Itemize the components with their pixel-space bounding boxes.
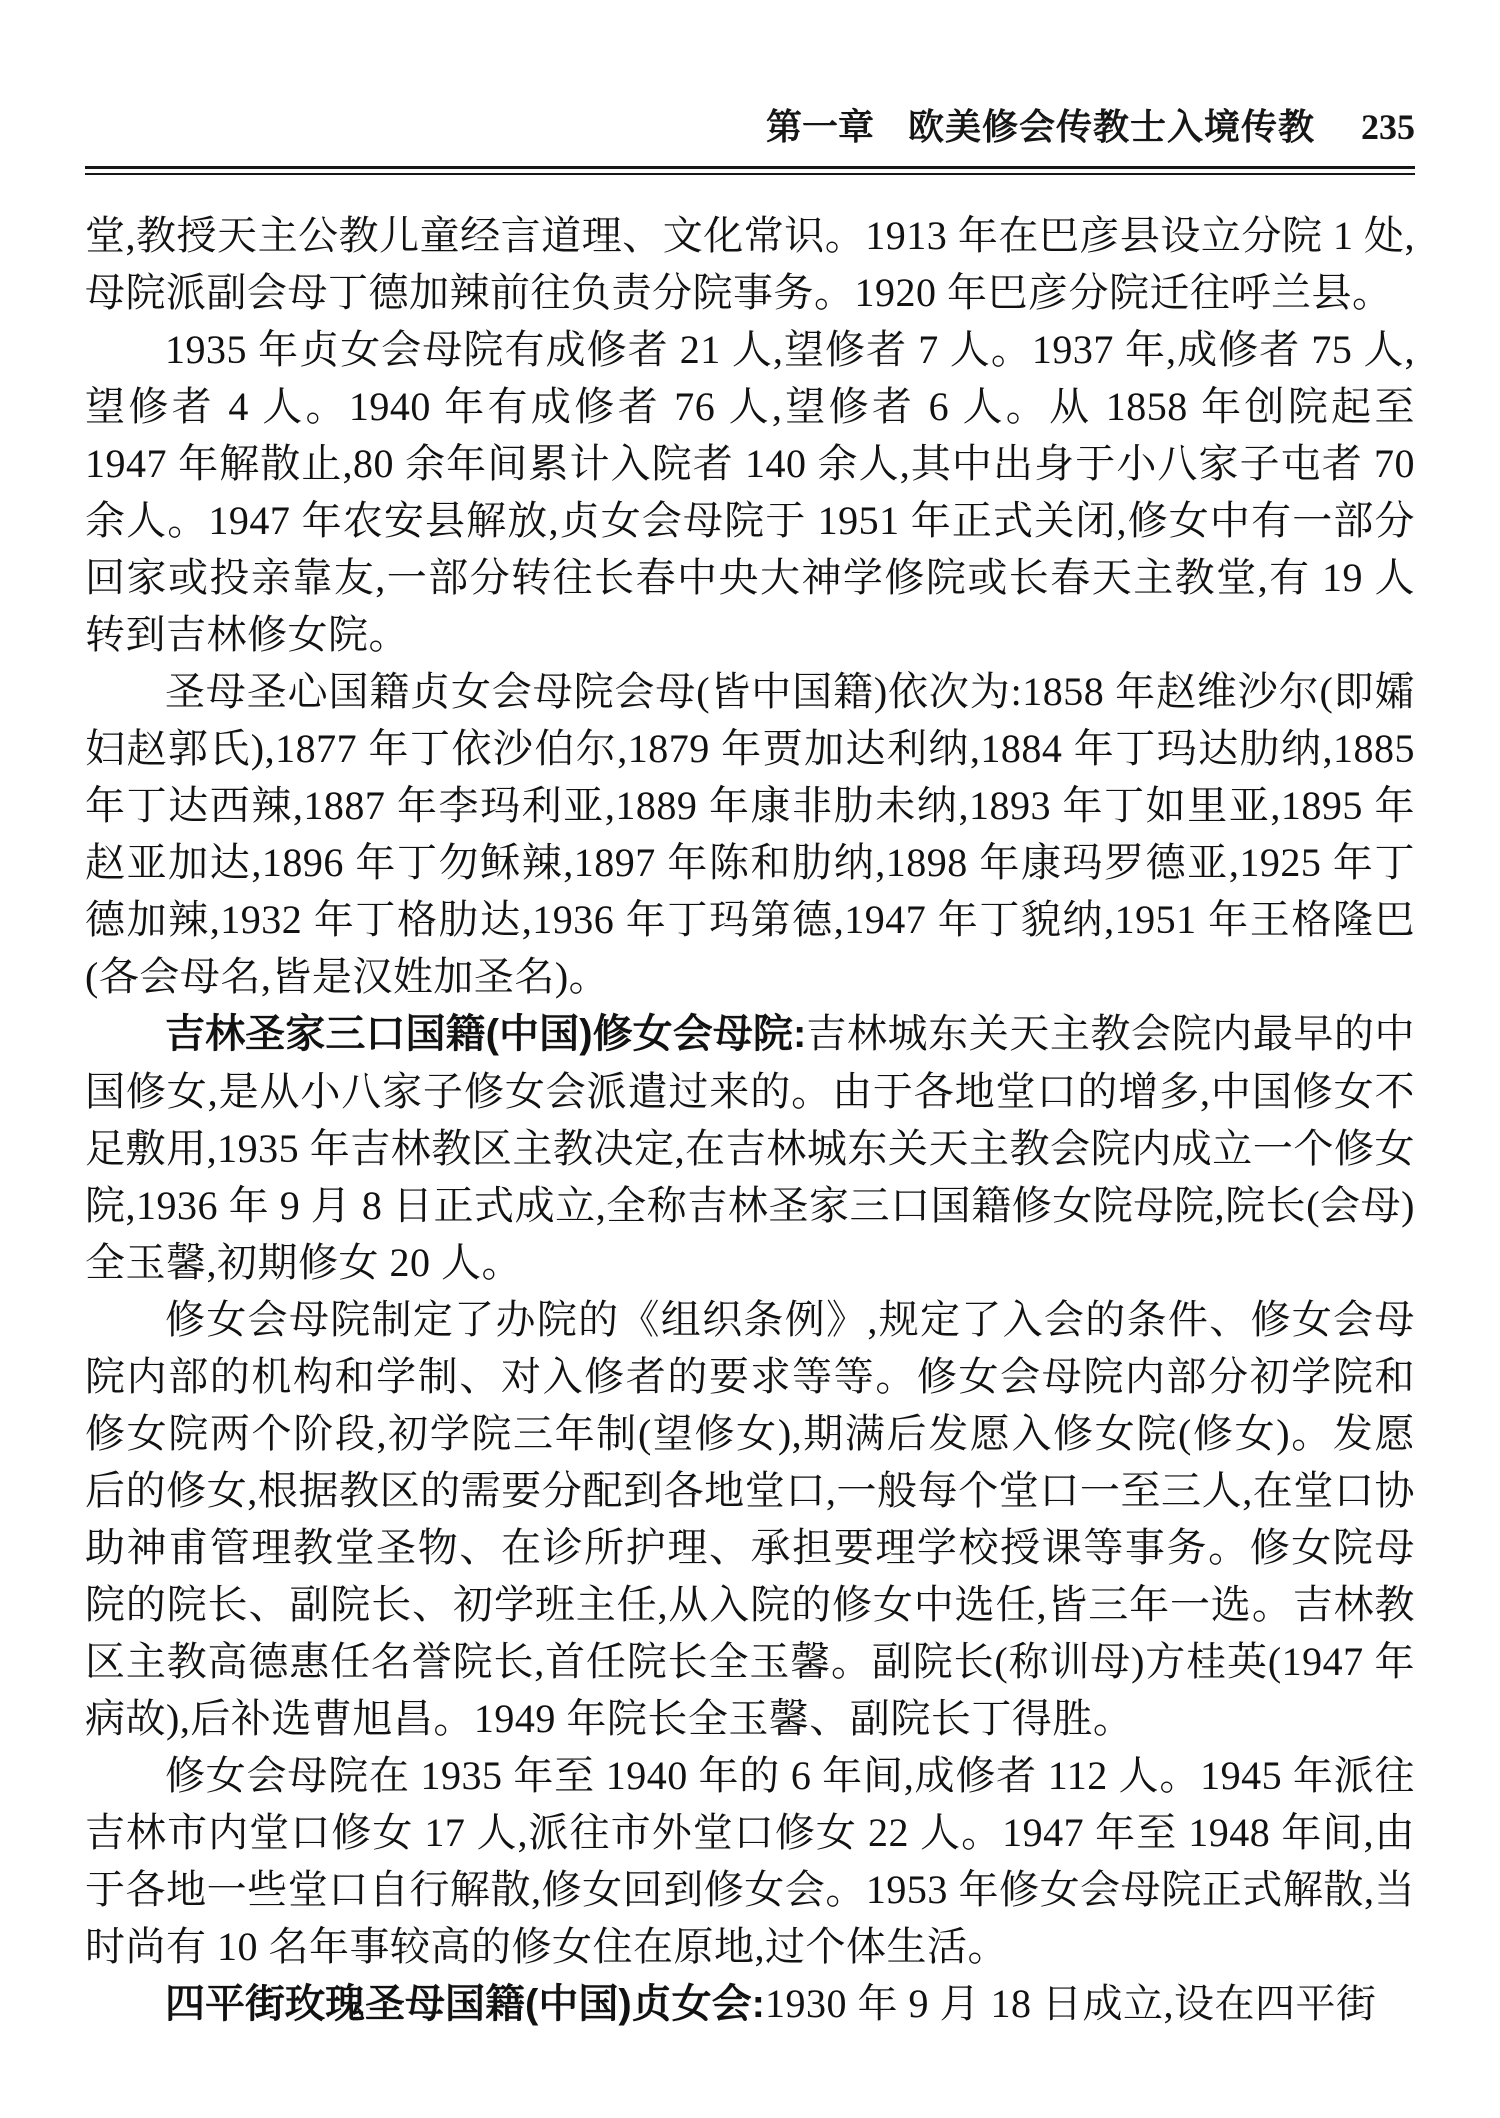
paragraph-heading: 四平街玫瑰圣母国籍(中国)贞女会: [165,1982,765,2026]
body-paragraph [85,1975,1415,2033]
paragraph-text: 堂,教授天主公教儿童经言道理、文化常识。1913 年在巴彦县设立分院 1 处,母院派副会母丁德加辣前往负责分院事务。1920 年巴彦分院迁往呼兰县。 [85,213,1415,315]
page-header [85,106,1415,148]
paragraph-text: 1930 年 9 月 18 日成立,设在四平街 [764,1981,1377,2026]
body-paragraph [85,321,1415,663]
body-text [85,207,1415,2033]
paragraph-text: 1935 年贞女会母院有成修者 21 人,望修者 7 人。1937 年,成修者 75 人,望修者 4 人。1940 年有成修者 76 人,望修者 6 人。从 1858 年创院起至 1947 年解散止,80 余年间累计入院者 140 余人,其中出身于小八家子屯者 70 余人。1947 年农安县解放,贞女会母院于 1951 年正式关闭,修女中有一部分回家或投亲靠友,一部分转往长春中央大神学修院或长春天主教堂,有 19 人转到吉林修女院。 [85,327,1415,657]
paragraph-text: 修女会母院在 1935 年至 1940 年的 6 年间,成修者 112 人。1945 年派往吉林市内堂口修女 17 人,派往市外堂口修女 22 人。1947 年至 1948 年间,由于各地一些堂口自行解散,修女回到修女会。1953 年修女会母院正式解散,当时尚有 10 名年事较高的修女住在原地,过个体生活。 [85,1753,1415,1969]
body-paragraph [85,1747,1415,1975]
paragraph-text: 修女会母院制定了办院的《组织条例》,规定了入会的条件、修女会母院内部的机构和学制、对入修者的要求等等。修女会母院内部分初学院和修女院两个阶段,初学院三年制(望修女),期满后发愿入修女院(修女)。发愿后的修女,根据教区的需要分配到各地堂口,一般每个堂口一至三人,在堂口协助神甫管理教堂圣物、在诊所护理、承担要理学校授课等事务。修女院母院的院长、副院长、初学班主任,从入院的修女中选任,皆三年一选。吉林教区主教高德惠任名誉院长,首任院长全玉馨。副院长(称训母)方桂英(1947 年病故),后补选曹旭昌。1949 年院长全玉馨、副院长丁得胜。 [85,1297,1415,1741]
paragraph-text: 吉林城东关天主教会院内最早的中国修女,是从小八家子修女会派遣过来的。由于各地堂口的增多,中国修女不足敷用,1935 年吉林教区主教决定,在吉林城东关天主教会院内成立一个修女院,1936 年 9 月 8 日正式成立,全称吉林圣家三口国籍修女院母院,院长(会母)全玉馨,初期修女 20 人。 [85,1011,1415,1285]
body-paragraph [85,1005,1415,1291]
page-number: 235 [1361,107,1415,147]
paragraph-heading: 吉林圣家三口国籍(中国)修女会母院: [165,1012,807,1056]
chapter-label: 第一章 [765,107,874,147]
body-paragraph [85,663,1415,1005]
paragraph-text: 圣母圣心国籍贞女会母院会母(皆中国籍)依次为:1858 年赵维沙尔(即孀妇赵郭氏),1877 年丁依沙伯尔,1879 年贾加达利纳,1884 年丁玛达肋纳,1885 年丁达西辣,1887 年李玛利亚,1889 年康非肋未纳,1893 年丁如里亚,1895 年赵亚加达,1896 年丁勿稣辣,1897 年陈和肋纳,1898 年康玛罗德亚,1925 年丁德加辣,1932 年丁格肋达,1936 年丁玛第德,1947 年丁貌纳,1951 年王格隆巴(各会母名,皆是汉姓加圣名)。 [85,669,1415,999]
header-rule [85,166,1415,175]
body-paragraph [85,207,1415,321]
body-paragraph [85,1291,1415,1747]
running-title: 欧美修会传教士入境传教 [907,107,1315,147]
